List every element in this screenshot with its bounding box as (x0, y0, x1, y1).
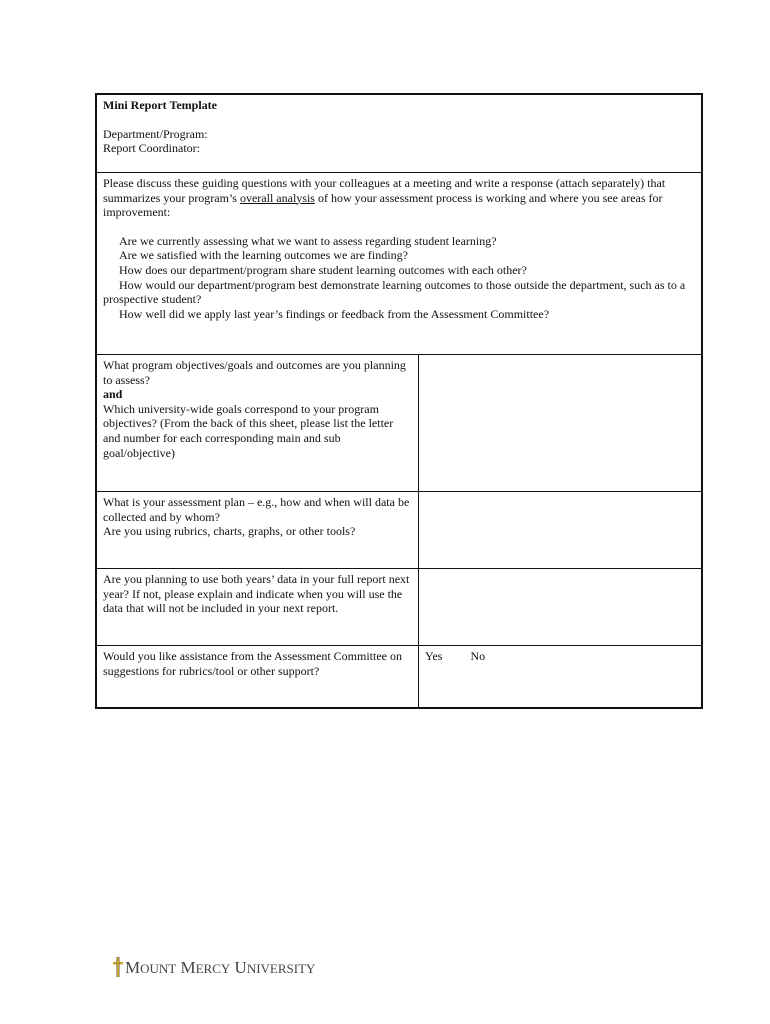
intro-paragraph (103, 176, 695, 220)
yes-no-options (425, 649, 695, 664)
university-goals-question: Which university-wide goals correspond to your program objectives? (From the back of this sheet, please list the letter and number for each corresponding main and sub goal/objective) (103, 401, 394, 460)
data-use-response-cell[interactable] (419, 569, 701, 645)
assessment-plan-row (97, 492, 701, 569)
data-use-prompt (97, 569, 419, 645)
no-option[interactable]: No (470, 649, 486, 663)
objectives-question: What program objectives/goals and outcomes are you planning to assess? (103, 358, 406, 387)
logo-wordmark (125, 957, 321, 977)
intro-text-after: of how your assessment process is working and where you see areas for improvement: (103, 190, 663, 220)
intro-text-before: Please discuss these guiding questions with your colleagues at a meeting and write a response (attach separately) that summarizes your program’s (103, 176, 666, 205)
header-section (97, 95, 701, 173)
svg-text:MOUNT MERCY UNIVERSITY: MOUNT MERCY UNIVERSITY (125, 958, 316, 977)
assistance-response-cell (419, 646, 701, 707)
intro-underlined: overall analysis (239, 190, 315, 205)
guiding-question: How would our department/program best demonstrate learning outcomes to those outside the department, such as to a prospective student? (103, 277, 686, 307)
assistance-row (97, 646, 701, 707)
yes-option[interactable]: Yes (425, 649, 443, 663)
university-logo (113, 957, 321, 977)
data-use-question: Are you planning to use both years’ data in your full report next year? If not, please explain and indicate when you will use the data that will not be included in your next report. (103, 572, 410, 616)
assessment-plan-question: What is your assessment plan – e.g., how and when will data be collected and by whom? (103, 495, 410, 524)
assistance-prompt (97, 646, 419, 707)
guiding-questions-section (97, 173, 701, 355)
department-label: Department/Program: (103, 126, 208, 141)
guiding-question: How well did we apply last year’s findings or feedback from the Assessment Committee? (119, 306, 550, 321)
objectives-response-cell[interactable] (419, 355, 701, 491)
guiding-question: Are we currently assessing what we want to assess regarding student learning? (119, 233, 497, 248)
and-label: and (103, 387, 123, 402)
guiding-question: How does our department/program share student learning outcomes with each other? (119, 262, 527, 277)
objectives-prompt (97, 355, 419, 491)
tools-question: Are you using rubrics, charts, graphs, or other tools? (103, 524, 356, 539)
assistance-question: Would you like assistance from the Assessment Committee on suggestions for rubrics/tool or other support? (103, 649, 402, 678)
cross-icon (113, 957, 123, 977)
form-title: Mini Report Template (103, 98, 217, 112)
coordinator-label: Report Coordinator: (103, 141, 200, 156)
mini-report-form (95, 93, 703, 709)
guiding-question: Are we satisfied with the learning outcomes we are finding? (119, 248, 408, 263)
assessment-plan-prompt (97, 492, 419, 568)
assessment-plan-response-cell[interactable] (419, 492, 701, 568)
objectives-row (97, 355, 701, 492)
data-use-row (97, 569, 701, 646)
